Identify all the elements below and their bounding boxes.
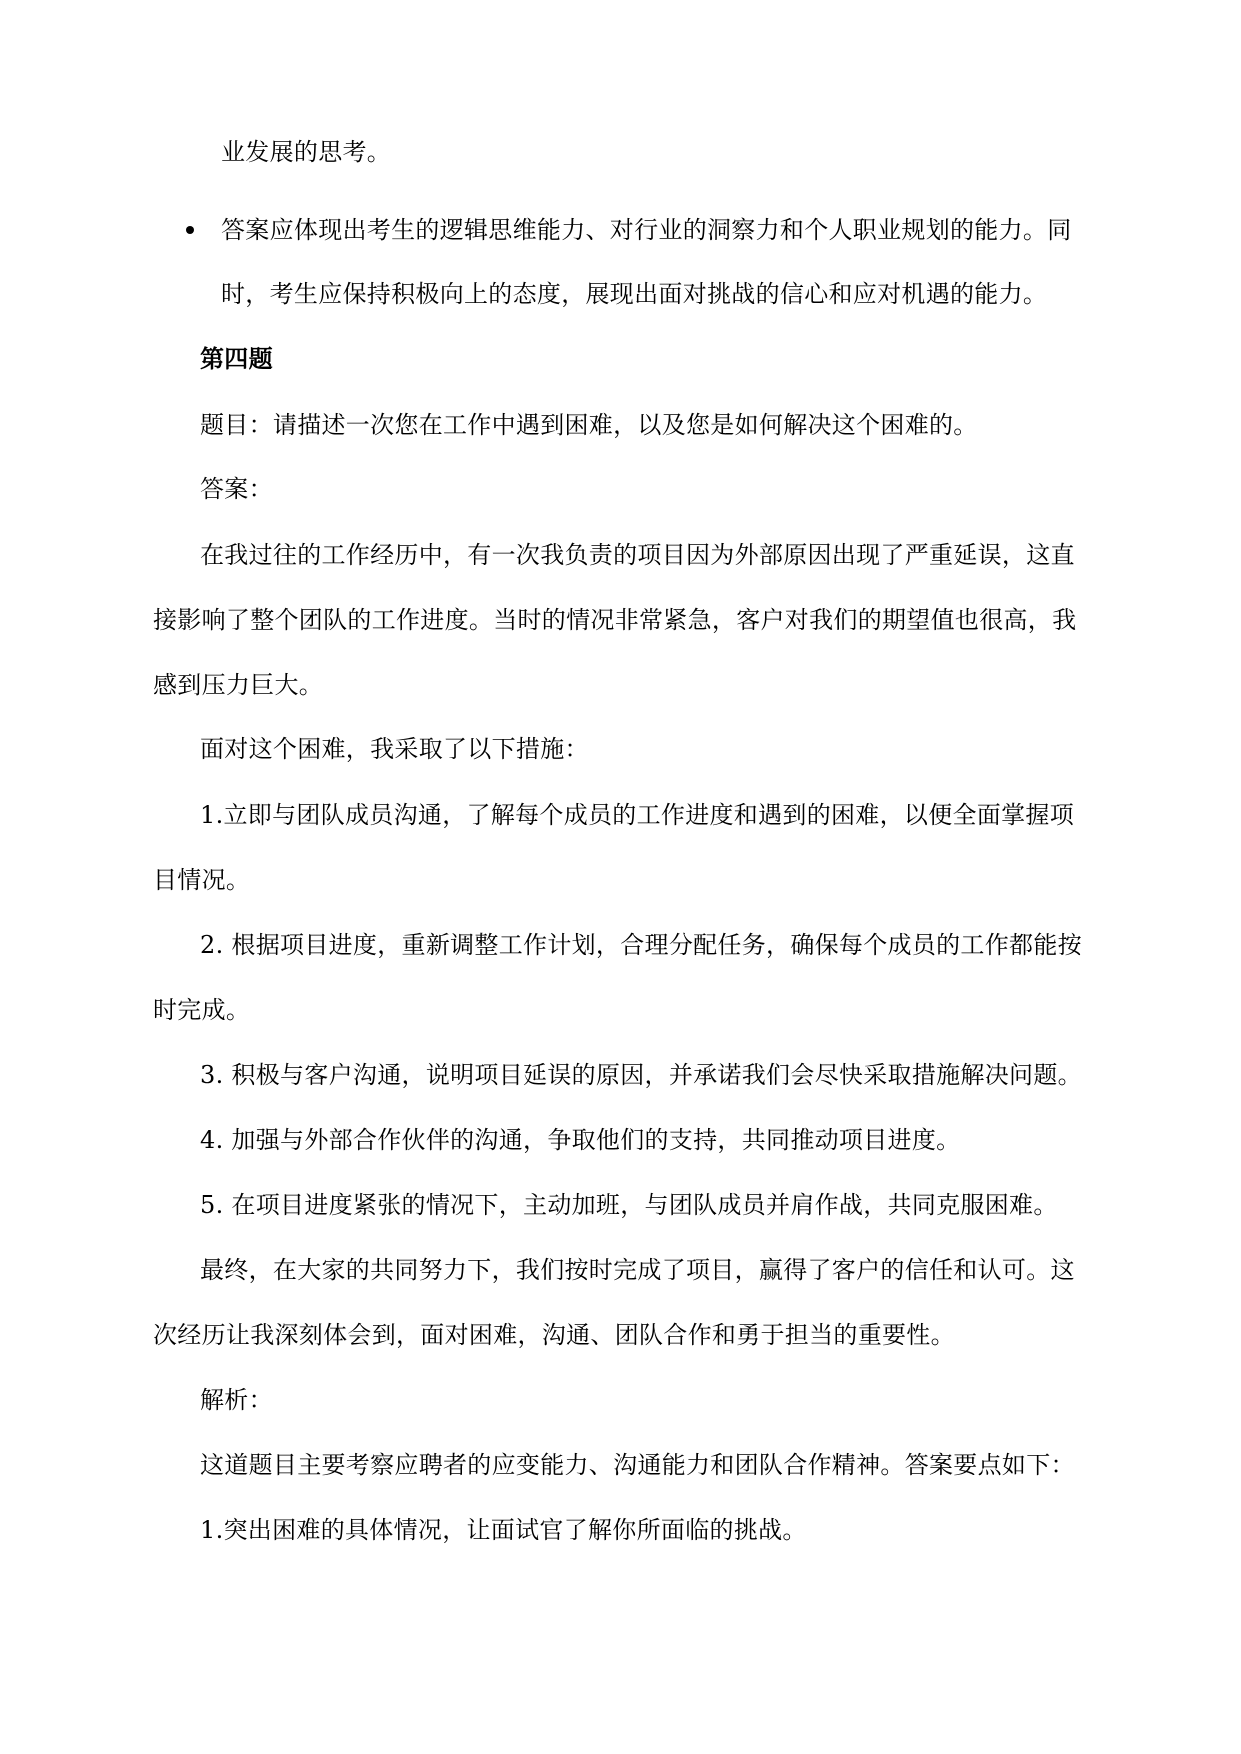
answer-label: 答案： [200, 475, 273, 503]
step-2-line-2: 时完成。 [153, 996, 251, 1024]
step-4: 4. 加强与外部合作伙伴的沟通，争取他们的支持，共同推动项目进度。 [200, 1126, 961, 1154]
conclusion-line-1: 最终，在大家的共同努力下，我们按时完成了项目，赢得了客户的信任和认可。这 [200, 1256, 1075, 1284]
step-1-line-1: 1.立即与团队成员沟通，了解每个成员的工作进度和遇到的困难，以便全面掌握项 [200, 801, 1074, 829]
step-5: 5. 在项目进度紧张的情况下，主动加班，与团队成员并肩作战，共同克服困难。 [200, 1191, 1058, 1219]
answer-paragraph-1-line-2: 接影响了整个团队的工作进度。当时的情况非常紧急，客户对我们的期望值也很高，我 [153, 606, 1077, 634]
analysis-intro: 这道题目主要考察应聘者的应变能力、沟通能力和团队合作精神。答案要点如下： [200, 1451, 1075, 1479]
step-2-line-1: 2. 根据项目进度，重新调整工作计划，合理分配任务，确保每个成员的工作都能按 [200, 931, 1082, 959]
step-1-line-2: 目情况。 [153, 866, 251, 894]
bullet-text-line-1: 答案应体现出考生的逻辑思维能力、对行业的洞察力和个人职业规划的能力。同 [221, 216, 1072, 244]
bullet-icon [186, 226, 194, 234]
continuation-text: 业发展的思考。 [221, 138, 392, 166]
analysis-label: 解析： [200, 1386, 273, 1414]
answer-paragraph-1-line-3: 感到压力巨大。 [153, 671, 324, 699]
answer-paragraph-2: 面对这个困难，我采取了以下措施： [200, 735, 589, 763]
step-3: 3. 积极与客户沟通，说明项目延误的原因，并承诺我们会尽快采取措施解决问题。 [200, 1061, 1082, 1089]
answer-paragraph-1-line-1: 在我过往的工作经历中，有一次我负责的项目因为外部原因出现了严重延误，这直 [200, 541, 1075, 569]
question-text: 题目：请描述一次您在工作中遇到困难，以及您是如何解决这个困难的。 [200, 411, 978, 439]
analysis-point-1: 1.突出困难的具体情况，让面试官了解你所面临的挑战。 [200, 1516, 807, 1544]
conclusion-line-2: 次经历让我深刻体会到，面对困难，沟通、团队合作和勇于担当的重要性。 [153, 1321, 955, 1349]
bullet-text-line-2: 时，考生应保持积极向上的态度，展现出面对挑战的信心和应对机遇的能力。 [221, 280, 1048, 308]
section-heading: 第四题 [200, 345, 273, 373]
